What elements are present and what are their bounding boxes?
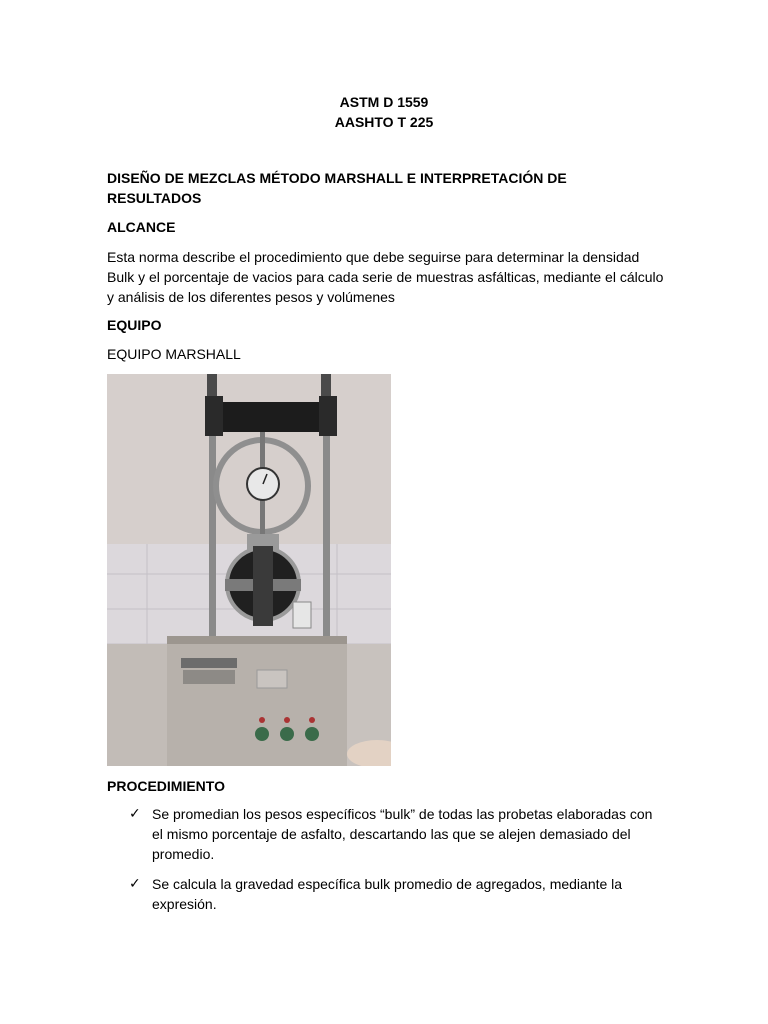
list-item-text: Se promedian los pesos específicos “bulk” de todas las probetas elaboradas con el mismo porcentaje de asfalto, descartando las que se alejen demasiado del promedio.: [152, 806, 653, 862]
document-title: DISEÑO DE MEZCLAS MÉTODO MARSHALL E INTERPRETACIÓN DE RESULTADOS: [107, 170, 567, 206]
alcance-text: Esta norma describe el procedimiento que debe seguirse para determinar la densidad Bulk y el porcentaje de vacios para cada serie de muestras asfálticas, mediante el cálculo y análisis de los diferentes pesos y volúmenes: [107, 249, 664, 305]
list-item: [107, 804, 667, 864]
checkmark-icon: ✓: [129, 876, 141, 892]
list-item: [107, 874, 667, 914]
astm-code: ASTM D 1559: [339, 94, 429, 110]
aashto-code: AASHTO T 225: [334, 114, 434, 130]
standard-codes: [0, 92, 768, 132]
checkmark-icon: ✓: [129, 806, 141, 822]
procedimiento-heading: PROCEDIMIENTO: [107, 778, 225, 794]
marshall-equipment-photo: [107, 374, 391, 766]
list-item-text: Se calcula la gravedad específica bulk promedio de agregados, mediante la expresión.: [152, 876, 623, 912]
alcance-heading: ALCANCE: [107, 219, 176, 235]
equipo-subheading: EQUIPO MARSHALL: [107, 346, 241, 362]
equipo-heading: EQUIPO: [107, 317, 162, 333]
procedimiento-list: [107, 804, 667, 924]
